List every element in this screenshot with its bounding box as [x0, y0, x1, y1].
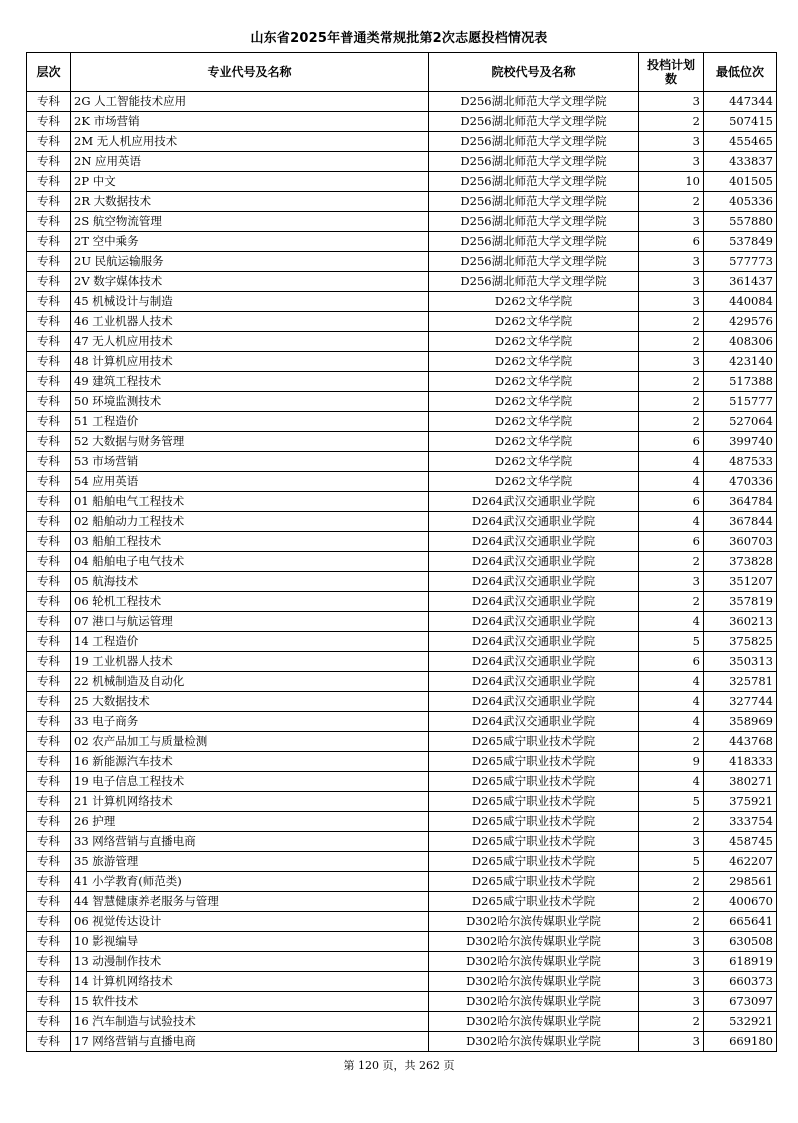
cell-level: 专科	[27, 272, 71, 292]
table-row	[27, 212, 777, 232]
cell-level: 专科	[27, 672, 71, 692]
table-row	[27, 372, 777, 392]
header-major: 专业代号及名称	[71, 53, 429, 92]
cell-level: 专科	[27, 932, 71, 952]
cell-school: D264武汉交通职业学院	[429, 712, 639, 732]
cell-level: 专科	[27, 952, 71, 972]
cell-major: 2V 数字媒体技术	[71, 272, 429, 292]
cell-rank: 357819	[704, 592, 777, 612]
cell-level: 专科	[27, 232, 71, 252]
cell-major: 2U 民航运输服务	[71, 252, 429, 272]
cell-school: D256湖北师范大学文理学院	[429, 252, 639, 272]
cell-level: 专科	[27, 712, 71, 732]
cell-level: 专科	[27, 372, 71, 392]
cell-school: D256湖北师范大学文理学院	[429, 212, 639, 232]
cell-level: 专科	[27, 592, 71, 612]
cell-level: 专科	[27, 112, 71, 132]
cell-level: 专科	[27, 752, 71, 772]
cell-rank: 665641	[704, 912, 777, 932]
cell-major: 33 网络营销与直播电商	[71, 832, 429, 852]
cell-level: 专科	[27, 492, 71, 512]
cell-major: 21 计算机网络技术	[71, 792, 429, 812]
cell-school: D262文华学院	[429, 452, 639, 472]
cell-major: 13 动漫制作技术	[71, 952, 429, 972]
cell-major: 53 市场营销	[71, 452, 429, 472]
cell-level: 专科	[27, 892, 71, 912]
table-row	[27, 792, 777, 812]
cell-major: 2T 空中乘务	[71, 232, 429, 252]
cell-quota: 3	[639, 152, 704, 172]
cell-school: D256湖北师范大学文理学院	[429, 232, 639, 252]
cell-level: 专科	[27, 1012, 71, 1032]
table-row	[27, 112, 777, 132]
table-row	[27, 172, 777, 192]
cell-major: 2K 市场营销	[71, 112, 429, 132]
cell-quota: 6	[639, 232, 704, 252]
cell-major: 49 建筑工程技术	[71, 372, 429, 392]
table-row	[27, 952, 777, 972]
cell-rank: 405336	[704, 192, 777, 212]
cell-level: 专科	[27, 992, 71, 1012]
cell-rank: 418333	[704, 752, 777, 772]
cell-rank: 360213	[704, 612, 777, 632]
cell-rank: 429576	[704, 312, 777, 332]
cell-major: 22 机械制造及自动化	[71, 672, 429, 692]
table-row	[27, 992, 777, 1012]
cell-major: 44 智慧健康养老服务与管理	[71, 892, 429, 912]
table-row	[27, 632, 777, 652]
cell-major: 26 护理	[71, 812, 429, 832]
cell-quota: 3	[639, 992, 704, 1012]
cell-rank: 351207	[704, 572, 777, 592]
cell-quota: 3	[639, 212, 704, 232]
cell-level: 专科	[27, 852, 71, 872]
cell-quota: 5	[639, 852, 704, 872]
header-quota: 投档计划数	[639, 53, 704, 92]
cell-quota: 4	[639, 472, 704, 492]
table-row	[27, 512, 777, 532]
cell-school: D264武汉交通职业学院	[429, 552, 639, 572]
cell-school: D264武汉交通职业学院	[429, 532, 639, 552]
header-level: 层次	[27, 53, 71, 92]
cell-quota: 3	[639, 252, 704, 272]
cell-quota: 3	[639, 292, 704, 312]
table-row	[27, 472, 777, 492]
cell-school: D256湖北师范大学文理学院	[429, 112, 639, 132]
cell-major: 07 港口与航运管理	[71, 612, 429, 632]
table-row	[27, 352, 777, 372]
cell-quota: 4	[639, 672, 704, 692]
cell-quota: 6	[639, 492, 704, 512]
table-row	[27, 92, 777, 112]
cell-major: 05 航海技术	[71, 572, 429, 592]
cell-school: D265咸宁职业技术学院	[429, 852, 639, 872]
table-row	[27, 252, 777, 272]
cell-major: 04 船舶电子电气技术	[71, 552, 429, 572]
cell-major: 19 电子信息工程技术	[71, 772, 429, 792]
cell-quota: 4	[639, 452, 704, 472]
cell-quota: 3	[639, 972, 704, 992]
cell-level: 专科	[27, 872, 71, 892]
cell-rank: 577773	[704, 252, 777, 272]
table-row	[27, 292, 777, 312]
table-row	[27, 732, 777, 752]
table-row	[27, 432, 777, 452]
table-row	[27, 132, 777, 152]
cell-level: 专科	[27, 912, 71, 932]
table-row	[27, 892, 777, 912]
cell-school: D302哈尔滨传媒职业学院	[429, 1012, 639, 1032]
cell-school: D265咸宁职业技术学院	[429, 752, 639, 772]
cell-school: D264武汉交通职业学院	[429, 632, 639, 652]
cell-school: D264武汉交通职业学院	[429, 692, 639, 712]
cell-rank: 618919	[704, 952, 777, 972]
cell-level: 专科	[27, 552, 71, 572]
cell-school: D256湖北师范大学文理学院	[429, 132, 639, 152]
table-row	[27, 712, 777, 732]
cell-level: 专科	[27, 972, 71, 992]
cell-school: D262文华学院	[429, 352, 639, 372]
cell-level: 专科	[27, 472, 71, 492]
cell-rank: 408306	[704, 332, 777, 352]
cell-rank: 515777	[704, 392, 777, 412]
cell-rank: 327744	[704, 692, 777, 712]
cell-major: 06 视觉传达设计	[71, 912, 429, 932]
cell-rank: 517388	[704, 372, 777, 392]
cell-rank: 443768	[704, 732, 777, 752]
cell-quota: 3	[639, 932, 704, 952]
cell-major: 2N 应用英语	[71, 152, 429, 172]
cell-school: D262文华学院	[429, 432, 639, 452]
cell-major: 47 无人机应用技术	[71, 332, 429, 352]
cell-quota: 2	[639, 592, 704, 612]
cell-rank: 527064	[704, 412, 777, 432]
cell-quota: 6	[639, 532, 704, 552]
cell-quota: 4	[639, 772, 704, 792]
cell-major: 19 工业机器人技术	[71, 652, 429, 672]
cell-school: D265咸宁职业技术学院	[429, 732, 639, 752]
cell-rank: 360703	[704, 532, 777, 552]
table-row	[27, 1012, 777, 1032]
table-row	[27, 1032, 777, 1052]
cell-level: 专科	[27, 312, 71, 332]
cell-level: 专科	[27, 192, 71, 212]
cell-level: 专科	[27, 572, 71, 592]
cell-school: D302哈尔滨传媒职业学院	[429, 1032, 639, 1052]
table-row	[27, 772, 777, 792]
cell-school: D262文华学院	[429, 472, 639, 492]
cell-quota: 2	[639, 412, 704, 432]
cell-rank: 660373	[704, 972, 777, 992]
cell-rank: 364784	[704, 492, 777, 512]
cell-level: 专科	[27, 532, 71, 552]
cell-quota: 3	[639, 272, 704, 292]
cell-major: 48 计算机应用技术	[71, 352, 429, 372]
cell-rank: 462207	[704, 852, 777, 872]
cell-level: 专科	[27, 392, 71, 412]
cell-school: D302哈尔滨传媒职业学院	[429, 952, 639, 972]
cell-rank: 367844	[704, 512, 777, 532]
cell-major: 16 新能源汽车技术	[71, 752, 429, 772]
cell-rank: 350313	[704, 652, 777, 672]
cell-quota: 2	[639, 892, 704, 912]
cell-school: D256湖北师范大学文理学院	[429, 92, 639, 112]
cell-quota: 4	[639, 612, 704, 632]
cell-school: D264武汉交通职业学院	[429, 492, 639, 512]
cell-level: 专科	[27, 832, 71, 852]
cell-school: D302哈尔滨传媒职业学院	[429, 912, 639, 932]
cell-level: 专科	[27, 692, 71, 712]
cell-rank: 630508	[704, 932, 777, 952]
cell-school: D262文华学院	[429, 312, 639, 332]
cell-level: 专科	[27, 632, 71, 652]
cell-school: D256湖北师范大学文理学院	[429, 172, 639, 192]
cell-school: D265咸宁职业技术学院	[429, 832, 639, 852]
cell-level: 专科	[27, 812, 71, 832]
cell-quota: 6	[639, 432, 704, 452]
table-row	[27, 752, 777, 772]
cell-rank: 325781	[704, 672, 777, 692]
cell-level: 专科	[27, 172, 71, 192]
cell-level: 专科	[27, 252, 71, 272]
table-row	[27, 272, 777, 292]
table-row	[27, 392, 777, 412]
table-row	[27, 832, 777, 852]
cell-level: 专科	[27, 452, 71, 472]
admission-table	[26, 52, 777, 1052]
cell-major: 14 计算机网络技术	[71, 972, 429, 992]
cell-rank: 532921	[704, 1012, 777, 1032]
cell-quota: 2	[639, 912, 704, 932]
cell-rank: 470336	[704, 472, 777, 492]
cell-major: 17 网络营销与直播电商	[71, 1032, 429, 1052]
cell-school: D265咸宁职业技术学院	[429, 792, 639, 812]
cell-major: 06 轮机工程技术	[71, 592, 429, 612]
cell-major: 33 电子商务	[71, 712, 429, 732]
cell-rank: 401505	[704, 172, 777, 192]
cell-school: D302哈尔滨传媒职业学院	[429, 932, 639, 952]
cell-rank: 375921	[704, 792, 777, 812]
cell-major: 2G 人工智能技术应用	[71, 92, 429, 112]
cell-quota: 2	[639, 732, 704, 752]
cell-school: D262文华学院	[429, 392, 639, 412]
cell-quota: 2	[639, 112, 704, 132]
cell-major: 50 环境监测技术	[71, 392, 429, 412]
cell-school: D264武汉交通职业学院	[429, 652, 639, 672]
cell-level: 专科	[27, 292, 71, 312]
cell-quota: 3	[639, 352, 704, 372]
table-row	[27, 592, 777, 612]
cell-quota: 3	[639, 572, 704, 592]
cell-school: D264武汉交通职业学院	[429, 572, 639, 592]
cell-major: 46 工业机器人技术	[71, 312, 429, 332]
cell-school: D265咸宁职业技术学院	[429, 892, 639, 912]
cell-rank: 373828	[704, 552, 777, 572]
table-body	[27, 92, 777, 1052]
cell-level: 专科	[27, 512, 71, 532]
table-row	[27, 312, 777, 332]
cell-quota: 2	[639, 372, 704, 392]
cell-major: 01 船舶电气工程技术	[71, 492, 429, 512]
cell-quota: 9	[639, 752, 704, 772]
table-row	[27, 812, 777, 832]
cell-level: 专科	[27, 412, 71, 432]
cell-school: D262文华学院	[429, 372, 639, 392]
cell-major: 54 应用英语	[71, 472, 429, 492]
cell-rank: 487533	[704, 452, 777, 472]
cell-rank: 458745	[704, 832, 777, 852]
cell-rank: 447344	[704, 92, 777, 112]
cell-rank: 333754	[704, 812, 777, 832]
cell-school: D265咸宁职业技术学院	[429, 812, 639, 832]
cell-level: 专科	[27, 792, 71, 812]
cell-level: 专科	[27, 652, 71, 672]
cell-school: D256湖北师范大学文理学院	[429, 192, 639, 212]
cell-major: 45 机械设计与制造	[71, 292, 429, 312]
table-row	[27, 932, 777, 952]
table-header	[27, 53, 777, 92]
table-row	[27, 452, 777, 472]
cell-school: D265咸宁职业技术学院	[429, 872, 639, 892]
cell-quota: 4	[639, 692, 704, 712]
table-row	[27, 152, 777, 172]
table-row	[27, 532, 777, 552]
cell-level: 专科	[27, 612, 71, 632]
cell-level: 专科	[27, 132, 71, 152]
table-row	[27, 872, 777, 892]
cell-major: 2S 航空物流管理	[71, 212, 429, 232]
cell-rank: 358969	[704, 712, 777, 732]
cell-rank: 455465	[704, 132, 777, 152]
table-row	[27, 232, 777, 252]
cell-school: D265咸宁职业技术学院	[429, 772, 639, 792]
cell-rank: 298561	[704, 872, 777, 892]
cell-school: D302哈尔滨传媒职业学院	[429, 992, 639, 1012]
table-row	[27, 192, 777, 212]
cell-quota: 2	[639, 872, 704, 892]
cell-major: 51 工程造价	[71, 412, 429, 432]
table-row	[27, 652, 777, 672]
cell-major: 2M 无人机应用技术	[71, 132, 429, 152]
cell-school: D302哈尔滨传媒职业学院	[429, 972, 639, 992]
page-number: 第 120 页，共 262 页	[343, 1059, 455, 1072]
cell-quota: 4	[639, 712, 704, 732]
cell-quota: 2	[639, 392, 704, 412]
cell-rank: 399740	[704, 432, 777, 452]
table-row	[27, 492, 777, 512]
cell-quota: 5	[639, 792, 704, 812]
cell-school: D264武汉交通职业学院	[429, 612, 639, 632]
cell-level: 专科	[27, 212, 71, 232]
table-row	[27, 572, 777, 592]
cell-quota: 3	[639, 952, 704, 972]
cell-major: 14 工程造价	[71, 632, 429, 652]
table-row	[27, 552, 777, 572]
table-row	[27, 672, 777, 692]
cell-level: 专科	[27, 432, 71, 452]
cell-rank: 537849	[704, 232, 777, 252]
table-row	[27, 912, 777, 932]
cell-quota: 6	[639, 652, 704, 672]
cell-level: 专科	[27, 352, 71, 372]
cell-school: D256湖北师范大学文理学院	[429, 152, 639, 172]
cell-rank: 423140	[704, 352, 777, 372]
cell-school: D262文华学院	[429, 332, 639, 352]
cell-quota: 2	[639, 332, 704, 352]
cell-level: 专科	[27, 732, 71, 752]
cell-school: D256湖北师范大学文理学院	[429, 272, 639, 292]
cell-rank: 673097	[704, 992, 777, 1012]
cell-major: 2R 大数据技术	[71, 192, 429, 212]
cell-rank: 400670	[704, 892, 777, 912]
cell-quota: 2	[639, 552, 704, 572]
cell-major: 02 船舶动力工程技术	[71, 512, 429, 532]
cell-quota: 3	[639, 132, 704, 152]
cell-level: 专科	[27, 1032, 71, 1052]
cell-major: 25 大数据技术	[71, 692, 429, 712]
cell-major: 2P 中文	[71, 172, 429, 192]
page-title: 山东省2025年普通类常规批第2次志愿投档情况表	[250, 31, 548, 46]
cell-school: D262文华学院	[429, 292, 639, 312]
header-rank: 最低位次	[704, 53, 777, 92]
cell-quota: 5	[639, 632, 704, 652]
cell-quota: 2	[639, 192, 704, 212]
table-row	[27, 332, 777, 352]
cell-major: 41 小学教育(师范类)	[71, 872, 429, 892]
cell-school: D264武汉交通职业学院	[429, 672, 639, 692]
cell-quota: 3	[639, 1032, 704, 1052]
cell-rank: 433837	[704, 152, 777, 172]
table-row	[27, 852, 777, 872]
cell-quota: 10	[639, 172, 704, 192]
table-row	[27, 972, 777, 992]
table-row	[27, 412, 777, 432]
cell-major: 52 大数据与财务管理	[71, 432, 429, 452]
cell-level: 专科	[27, 152, 71, 172]
cell-major: 35 旅游管理	[71, 852, 429, 872]
cell-school: D264武汉交通职业学院	[429, 512, 639, 532]
cell-rank: 440084	[704, 292, 777, 312]
cell-rank: 557880	[704, 212, 777, 232]
cell-quota: 2	[639, 812, 704, 832]
cell-rank: 380271	[704, 772, 777, 792]
cell-rank: 375825	[704, 632, 777, 652]
table-row	[27, 612, 777, 632]
table-row	[27, 692, 777, 712]
cell-level: 专科	[27, 772, 71, 792]
header-school: 院校代号及名称	[429, 53, 639, 92]
cell-quota: 2	[639, 312, 704, 332]
cell-school: D262文华学院	[429, 412, 639, 432]
cell-quota: 4	[639, 512, 704, 532]
cell-quota: 3	[639, 832, 704, 852]
cell-level: 专科	[27, 332, 71, 352]
cell-major: 02 农产品加工与质量检测	[71, 732, 429, 752]
cell-major: 16 汽车制造与试验技术	[71, 1012, 429, 1032]
cell-quota: 3	[639, 92, 704, 112]
cell-level: 专科	[27, 92, 71, 112]
cell-rank: 507415	[704, 112, 777, 132]
cell-major: 10 影视编导	[71, 932, 429, 952]
cell-rank: 669180	[704, 1032, 777, 1052]
cell-school: D264武汉交通职业学院	[429, 592, 639, 612]
cell-major: 15 软件技术	[71, 992, 429, 1012]
cell-rank: 361437	[704, 272, 777, 292]
cell-quota: 2	[639, 1012, 704, 1032]
cell-major: 03 船舶工程技术	[71, 532, 429, 552]
